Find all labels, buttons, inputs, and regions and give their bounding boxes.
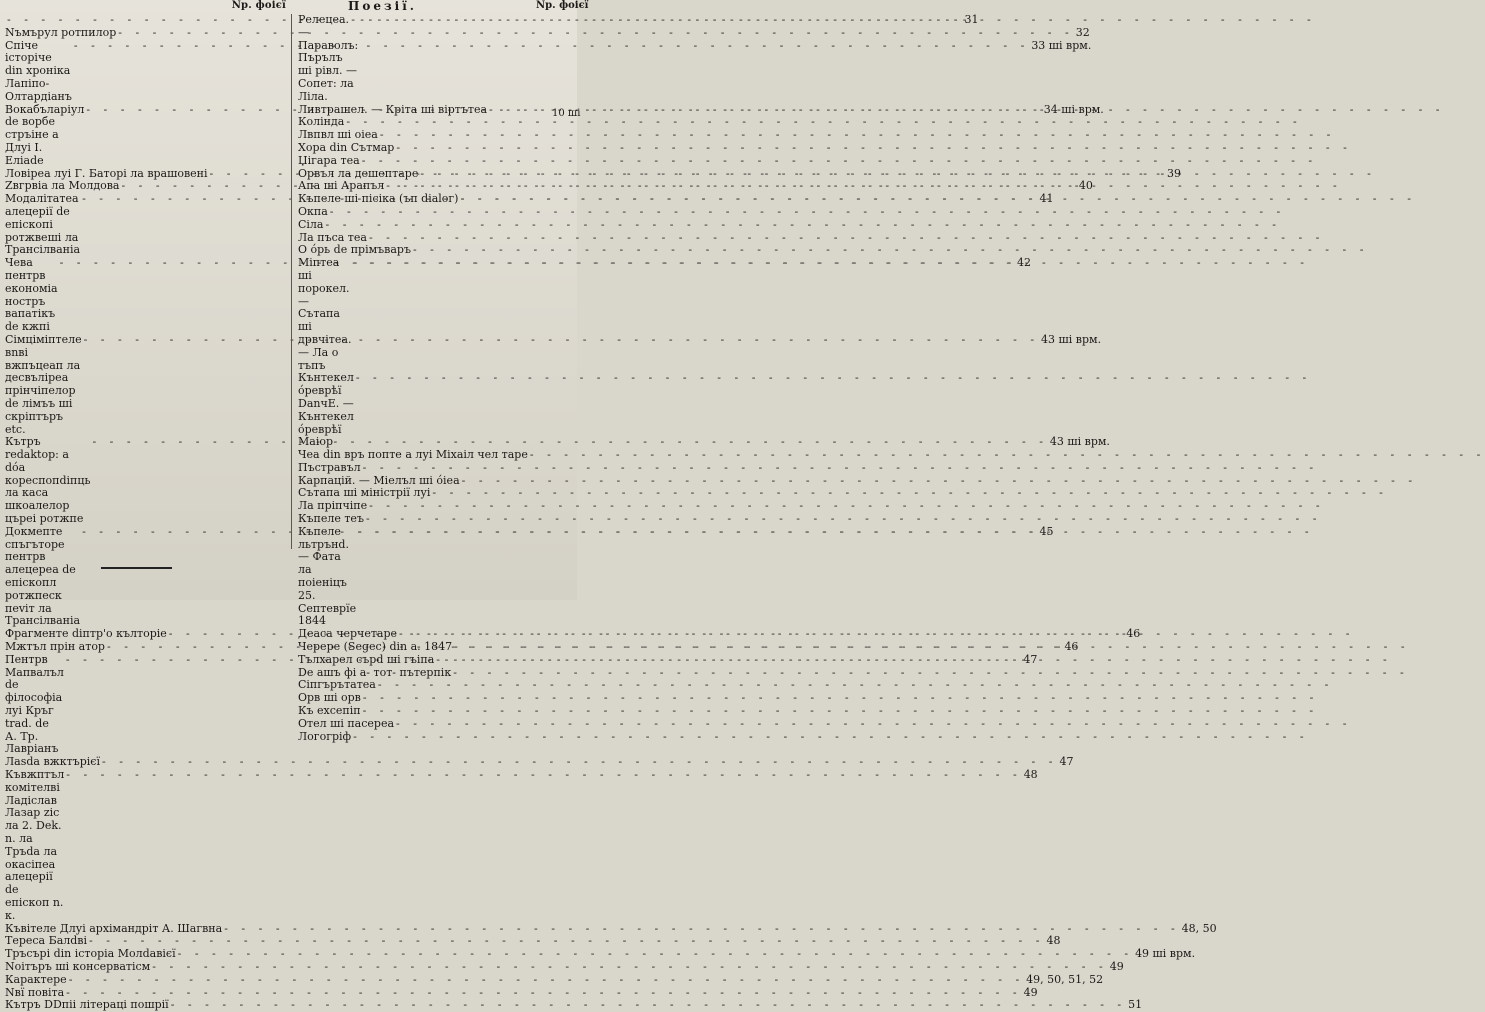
entry-page: 32: [1075, 25, 1090, 39]
index-entry: [3, 25, 1090, 40]
column-divider: [291, 14, 292, 549]
index-entry: [296, 449, 577, 462]
index-entry: [296, 526, 577, 628]
page-number-header-right: Nр. фоієї: [536, 0, 589, 11]
dot-leader: [353, 257, 1308, 270]
entry-page: 43 ші врм.: [1041, 332, 1102, 346]
dot-leader: [454, 641, 1409, 654]
entry-title: Лвпвл ші оіеа: [298, 128, 378, 142]
entry-page: 49, 50, 51, 52: [1026, 972, 1104, 986]
entry-title: Орв ші орв: [298, 691, 361, 705]
dot-leader: [436, 654, 1391, 667]
entry-title: Вокабъларіул de ворбе стръіне а Длуі І. Еліаde: [5, 102, 85, 167]
entry-title: Noітъръ ші консерватісм: [5, 959, 151, 973]
poetry-entries: [296, 14, 577, 743]
entry-title: Релецеа. — Параволъ: Пърълъ ші рівл. — Сопет: ла Ліла.: [298, 13, 359, 103]
dot-leader: [363, 462, 1318, 475]
entry-title: Къпеле ші пісіка (ъп dialог): [298, 192, 459, 206]
entry-title: Спіче історіче din хроніка Лапіпо-Олтардіанъ: [5, 38, 72, 103]
entry-title: Кътръ DDпіі літераці пошрії: [5, 998, 169, 1012]
entry-title: Пъстравъл: [298, 460, 361, 474]
entry-title: Сіпгърътатеа: [298, 678, 376, 692]
page-number-fragment: 10 ші: [552, 108, 581, 119]
dot-leader: [152, 961, 1107, 974]
entry-title: Модалітатеа алецерії de епіскопі ротжвеші ла Трансілваніа: [5, 192, 81, 257]
entry-title: Орвъл ла дешептаре: [298, 166, 419, 180]
dot-leader: [330, 206, 1285, 219]
dot-leader: [66, 769, 1021, 782]
entry-title: Лаsda вжктърієї: [5, 755, 100, 769]
index-entry: [3, 959, 1124, 974]
entry-page: 47: [1059, 755, 1074, 769]
entry-title: Къ ехсепіп: [298, 704, 361, 718]
entry-title: Мжтъл прін атор: [5, 640, 105, 654]
entry-title: Кънтекел óреврѣї DanчE. — Кънтекел óреврѣї Маіор: [298, 371, 354, 449]
entry-title: Хора din Сътмар: [298, 140, 395, 154]
index-entry: [296, 731, 577, 744]
entry-page: 42: [1017, 256, 1032, 270]
index-entry: [296, 372, 577, 449]
index-entry: [296, 705, 577, 718]
entry-title: Отел ші пасереа: [298, 716, 395, 730]
entry-title: Тръсърі din історіа Молdавієї: [5, 947, 176, 961]
index-entry: [296, 513, 577, 526]
dot-leader: [171, 999, 1126, 1012]
entry-title: Колінда: [298, 115, 345, 129]
entry-title: Тълхарел сърd ші гъіпа: [298, 652, 435, 666]
entry-page: 33 ші врм.: [1031, 38, 1092, 52]
entry-title: Міптеа ші порокел. — Сътапа ші дрвчітеа. — Ла о тъпъ: [298, 256, 352, 372]
index-entry: [3, 13, 979, 27]
entry-title: Апа ші Арапъл: [298, 179, 385, 193]
entry-page: 49: [1023, 985, 1038, 999]
entry-title: Фрагменте diптр'о кълторіе: [5, 627, 167, 641]
entry-title: Окпа: [298, 204, 328, 218]
poetry-index-column: [296, 0, 589, 743]
dot-leader: [360, 14, 1315, 27]
index-entry: [296, 219, 577, 232]
entry-page: 31: [964, 13, 979, 26]
entry-title: Докмепте спъгъторе пентрв алецереа de епіскопл ротжпеск пеviт ла Трансілваніа: [5, 524, 81, 628]
index-entry: [296, 14, 577, 104]
entry-page: 45: [1039, 524, 1054, 538]
dot-leader: [353, 731, 1308, 744]
entry-page: 48: [1023, 768, 1038, 782]
index-entry: [296, 206, 577, 219]
entry-title: Zвгрвіа ла Молдова: [5, 179, 120, 193]
index-entry: [3, 998, 1143, 1012]
entry-page: 46: [1126, 627, 1141, 641]
entry-title: Тереса Балdві: [5, 934, 87, 948]
dot-leader: [363, 705, 1318, 718]
entry-title: Карактере: [5, 972, 67, 986]
index-entry: [296, 142, 577, 155]
index-entry: [296, 654, 577, 667]
entry-title: Nвї повіта: [5, 985, 65, 999]
entry-title: De ашъ фі а- тот- пътерпік: [298, 665, 452, 679]
index-entry: [296, 257, 577, 372]
entry-page: 43 ші врм.: [1049, 435, 1110, 449]
entry-page: 49: [1109, 959, 1124, 973]
entry-title: Къвжптъл комітелві Ладіслав Лазар zіс ла 2. Dek. n. ла Тръdа ла окасіпеа алецерії de епіскоп n. к.: [5, 768, 65, 922]
entry-title: Чеа din връ попте а луі Міхаіл чел таре: [298, 448, 528, 462]
entry-page: 40: [1078, 179, 1093, 193]
dot-leader: [396, 142, 1351, 155]
entry-title: Ливтрашел. — Кріта ші віртътеа: [298, 102, 488, 116]
closing-rule: [101, 567, 172, 569]
entry-title: Чева пентрв економіа ностръ вапатікъ de кжпі: [5, 256, 58, 334]
entry-title: Логогріф: [298, 729, 352, 743]
entry-title: Къпеле теъ: [298, 512, 364, 526]
entry-title: Черере (Segeс) din a. 1847: [298, 640, 453, 654]
entry-title: Къвітеле Длуі архімандріт А. Шагвна: [5, 921, 223, 935]
dot-leader: [366, 513, 1321, 526]
index-entry: [296, 155, 577, 168]
entry-page: 41: [1039, 192, 1054, 206]
entry-page: 47: [1023, 652, 1038, 666]
dot-leader: [396, 718, 1351, 731]
entry-title: Ла пріпчіпе: [298, 499, 368, 513]
entry-title: О óрь de прімъваръ: [298, 243, 411, 257]
entry-title: Џігара теа: [298, 153, 360, 167]
index-entry: [296, 718, 577, 731]
entry-page: 51: [1128, 998, 1143, 1012]
entry-title: Кътръ redaktop: а dóa кореспопdіпць ла каса шкоалелор църeі ротжпе: [5, 435, 91, 526]
entry-page: 39: [1166, 166, 1181, 180]
entry-page: 48: [1046, 934, 1061, 948]
entry-page: 48, 50: [1181, 921, 1217, 935]
section-title: Поезії.: [348, 0, 417, 13]
dot-leader: [358, 526, 1313, 539]
index-entry: [3, 768, 1038, 923]
index-entry: [296, 462, 577, 475]
index-entry: [3, 972, 1104, 987]
entry-title: Къпеле льтрънd. — Фата ла поіеніцъ 25. Септеврїе 1844: [298, 524, 357, 628]
entry-title: Карпацій. — Міелъл ші óіеа: [298, 473, 460, 487]
dot-leader: [362, 155, 1317, 168]
dot-leader: [118, 27, 1073, 40]
dot-leader: [356, 372, 1311, 385]
entry-page: 34 ші врм.: [1043, 102, 1104, 116]
entry-title: Сіла: [298, 217, 324, 231]
entry-title: Пентрв Мапвалъл de філософіа луі Кръг trad. de А. Тр. Лавріанъ: [5, 652, 64, 756]
entry-title: Ловіреа луі Г. Баторі ла врашовені: [5, 166, 208, 180]
entry-title: Ла пъса теа: [298, 230, 367, 244]
entry-title: Деаса черчетаре: [298, 627, 398, 641]
page-number-header: Nр. фоієї: [231, 0, 286, 11]
entry-page: 49 ші врм.: [1135, 947, 1196, 961]
entry-title: Nъмърул ротпилор: [5, 25, 117, 39]
entry-page: 46: [1064, 640, 1079, 654]
dot-leader: [530, 449, 1485, 462]
entry-title: Сътапа ші міністрії луі: [298, 486, 431, 500]
index-entry: [296, 641, 577, 654]
entry-title: Сімціміптеле вnві вжпъцеап ла десвъліреа прінчіпелор de лімъъ ші скріптъръ etc.: [5, 332, 82, 436]
dot-leader: [325, 219, 1280, 232]
dot-leader: [69, 974, 1024, 987]
